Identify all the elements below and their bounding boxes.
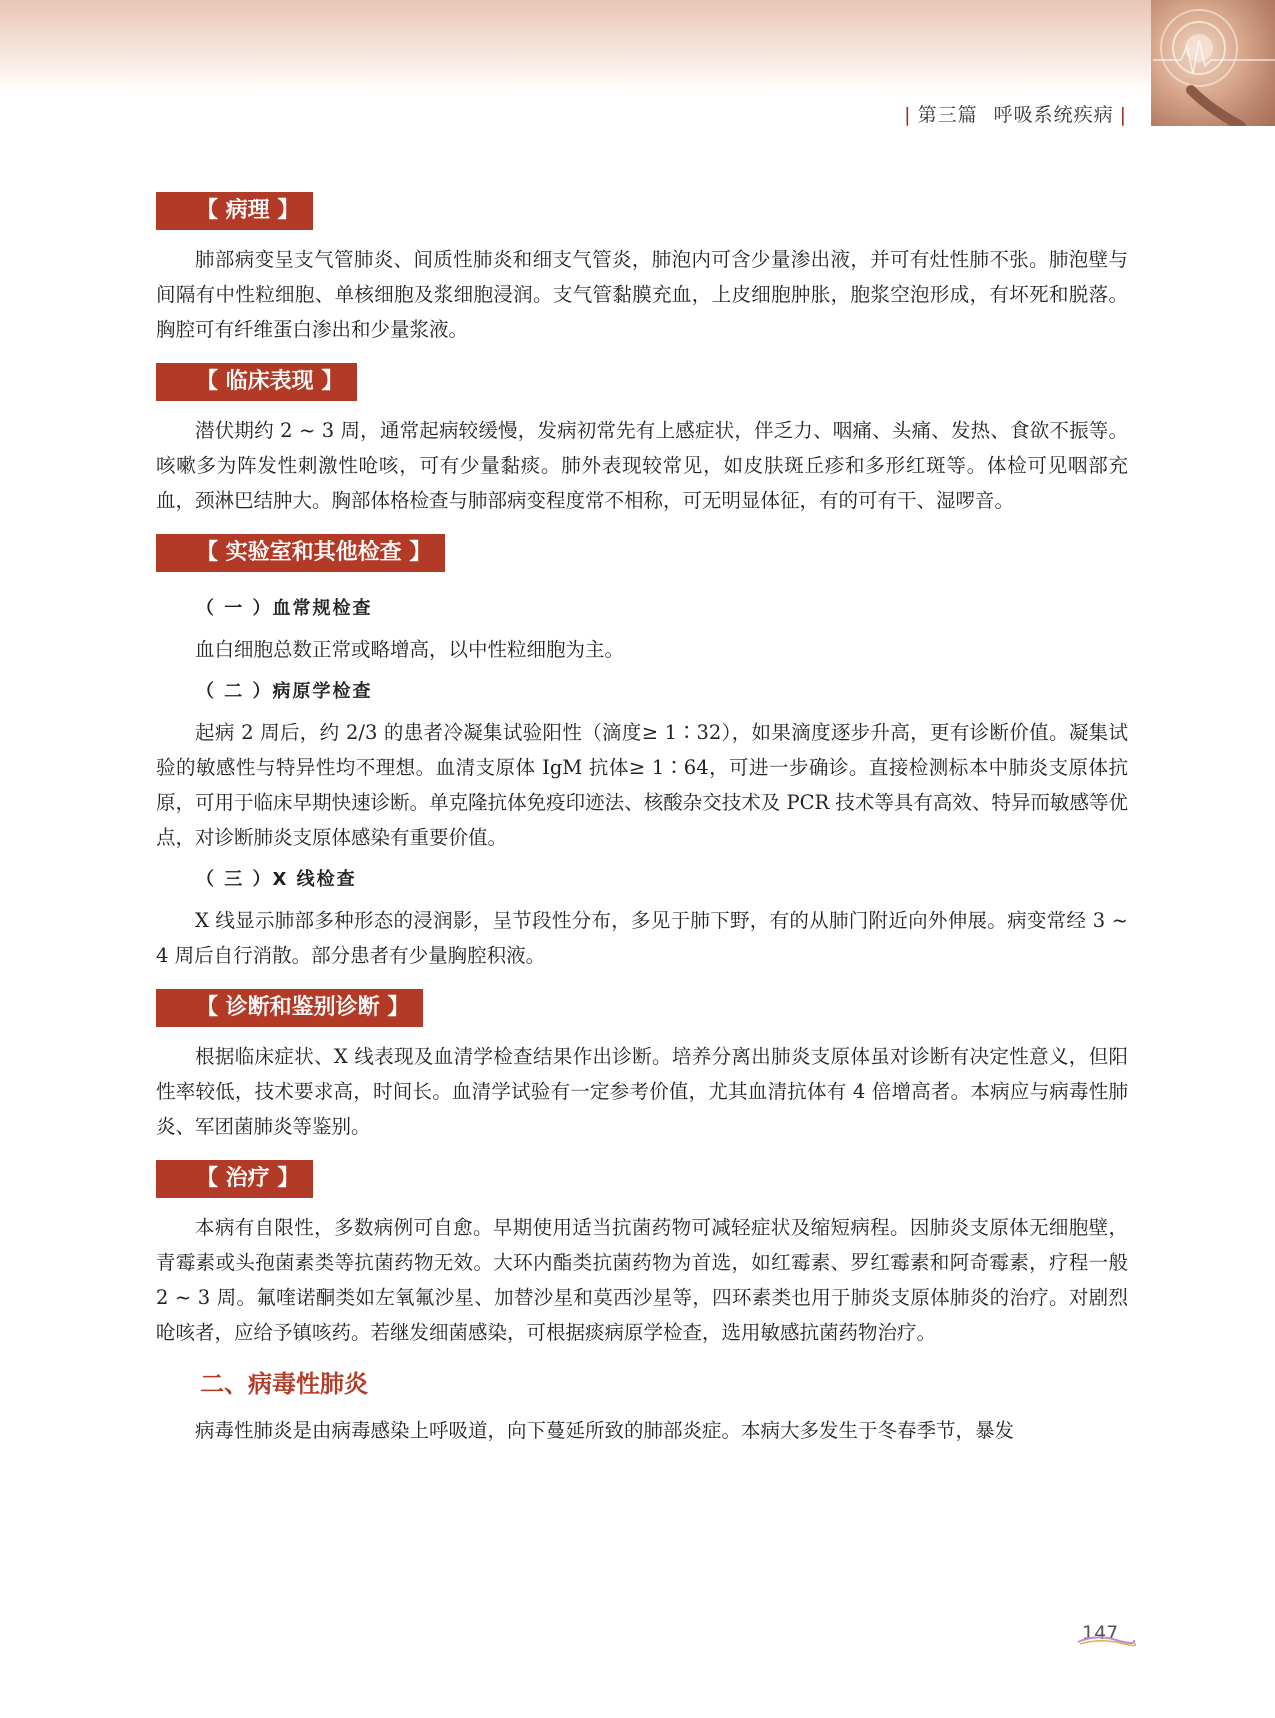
section-heading-pathology: 【 病理 】 [156,192,313,230]
etiology-paragraph: 起病 2 周后，约 2/3 的患者冷凝集试验阳性（滴度≥ 1∶32），如果滴度逐步升高，更有诊断价值。凝集试验的敏感性与特异性均不理想。血清支原体 IgM 抗体≥ 1∶64，可进一步确诊。直接检测标本中肺炎支原体抗原，可用于临床早期快速诊断。单克隆抗体免疫印迹法、核酸杂交技术及 PCR 技术等具有高效、特异而敏感等优点，对诊断肺炎支原体感染有重要价值。 [156,721,1128,849]
section-heading-lab: 【 实验室和其他检查 】 [156,534,445,572]
diagnosis-paragraph: 根据临床症状、X 线表现及血清学检查结果作出诊断。培养分离出肺炎支原体虽对诊断有决定性意义，但阳性率较低，技术要求高，时间长。血清学试验有一定参考价值，尤其血清抗体有 4 倍增高者。本病应与病毒性肺炎、军团菌肺炎等鉴别。 [156,1045,1128,1138]
clinical-paragraph: 潜伏期约 2 ~ 3 周，通常起病较缓慢，发病初常先有上感症状，伴乏力、咽痛、头痛、发热、食欲不振等。咳嗽多为阵发性刺激性呛咳，可有少量黏痰。肺外表现较常见，如皮肤斑丘疹和多形红斑等。体检可见咽部充血，颈淋巴结肿大。胸部体格检查与肺部病变程度常不相称，可无明显体征，有的可有干、湿啰音。 [156,419,1128,512]
header-part: 第三篇 [917,104,978,126]
blood-routine-paragraph: 血白细胞总数正常或略增高，以中性粒细胞为主。 [195,638,625,661]
section-heading-clinical: 【 临床表现 】 [156,363,357,401]
treatment-paragraph: 本病有自限性，多数病例可自愈。早期使用适当抗菌药物可减轻症状及缩短病程。因肺炎支原体无细胞壁，青霉素或头孢菌素类等抗菌药物无效。大环内酯类抗菌药物为首选，如红霉素、罗红霉素和阿奇霉素，疗程一般 2 ~ 3 周。氟喹诺酮类如左氧氟沙星、加替沙星和莫西沙星等，四环素类也用于肺炎支原体肺炎的治疗。对剧烈呛咳者，应给予镇咳药。若继发细菌感染，可根据痰病原学检查，选用敏感抗菌药物治疗。 [156,1216,1128,1344]
section-heading-treatment: 【 治疗 】 [156,1160,313,1198]
subheading-xray: （ 三 ）X 线检查 [196,869,357,890]
subheading-blood-routine: （ 一 ）血常规检查 [196,598,373,619]
header-title: 呼吸系统疾病 [993,104,1114,126]
page-content [156,186,1128,1458]
chapter-title: 二、病毒性肺炎 [200,1370,368,1398]
pathology-paragraph: 肺部病变呈支气管肺炎、间质性肺炎和细支气管炎，肺泡内可含少量渗出液，并可有灶性肺不张。肺泡壁与间隔有中性粒细胞、单核细胞及浆细胞浸润。支气管黏膜充血，上皮细胞肿胀，胞浆空泡形成，有坏死和脱落。胸腔可有纤维蛋白渗出和少量浆液。 [156,248,1128,341]
running-header: | 第三篇 呼吸系统疾病 | [904,104,1127,126]
section-heading-diagnosis: 【 诊断和鉴别诊断 】 [156,989,423,1027]
stethoscope-illustration [1151,0,1275,126]
xray-paragraph: X 线显示肺部多种形态的浸润影，呈节段性分布，多见于肺下野，有的从肺门附近向外伸展。病变常经 3 ~ 4 周后自行消散。部分患者有少量胸腔积液。 [156,909,1128,967]
page-number-text: 147 [1082,1622,1119,1644]
page-number-swirl-icon [1076,1634,1136,1648]
page-number [1082,1622,1118,1644]
header-band [0,0,1275,92]
subheading-etiology: （ 二 ）病原学检查 [196,681,373,702]
chapter-intro-paragraph: 病毒性肺炎是由病毒感染上呼吸道，向下蔓延所致的肺部炎症。本病大多发生于冬春季节，暴发 [195,1419,1015,1442]
